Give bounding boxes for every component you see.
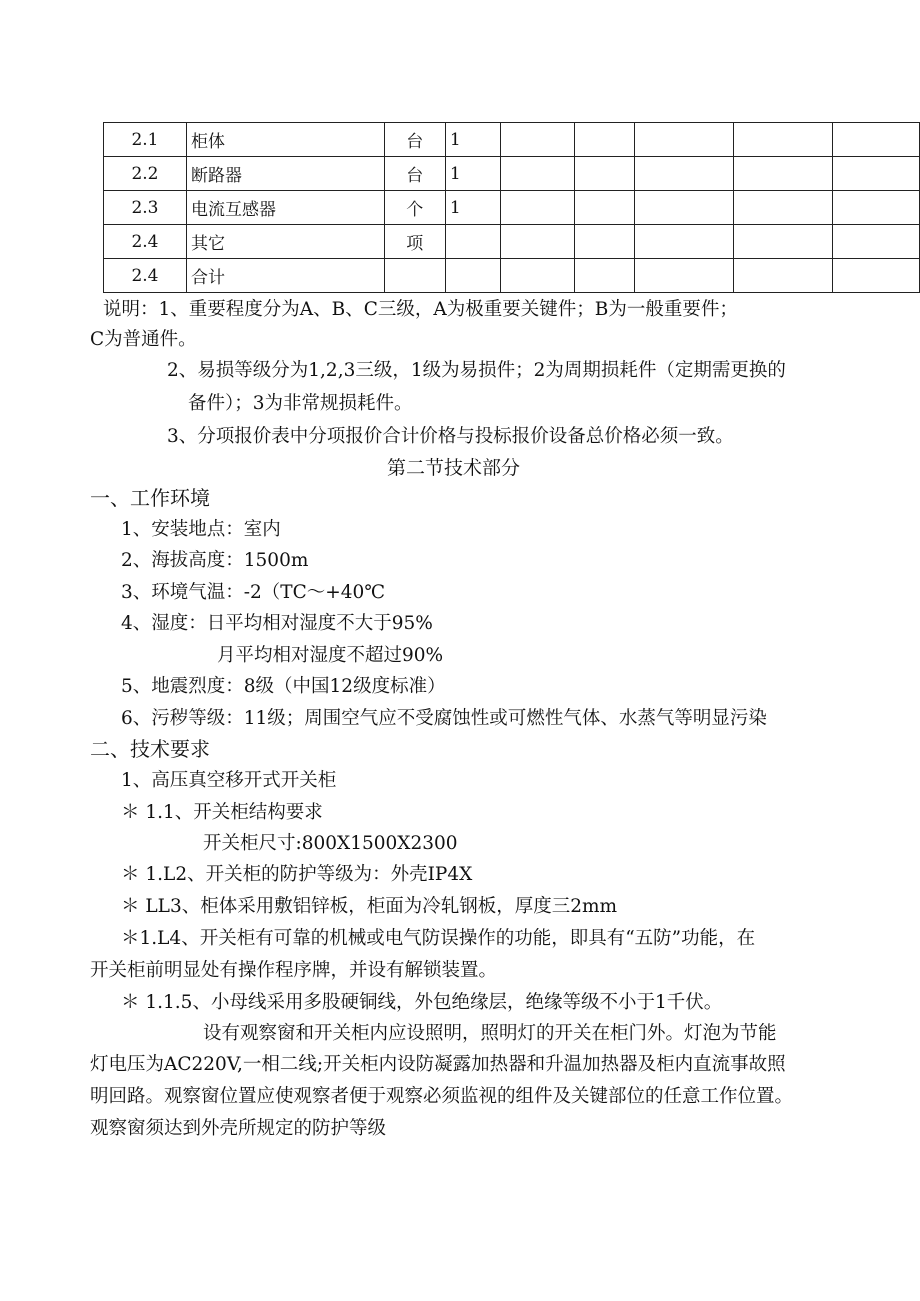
- table-row: [104, 225, 920, 259]
- cell-item-name: 合计: [186, 259, 384, 293]
- cell-empty: [832, 225, 919, 259]
- cell-empty: [574, 259, 634, 293]
- cell-unit: 台: [384, 157, 445, 191]
- env-item-altitude: 2、海拔高度：1500m: [121, 550, 309, 571]
- note-1-line-2: C为普通件。: [90, 329, 197, 350]
- cell-empty: [634, 123, 733, 157]
- cell-empty: [574, 123, 634, 157]
- env-item-location: 1、安装地点：室内: [121, 519, 281, 540]
- cell-quantity: [445, 259, 500, 293]
- table-body: [104, 123, 920, 293]
- table-row: [104, 123, 920, 157]
- tech-sub-1-4-line-2: 开关柜前明显处有操作程序牌，并设有解锁装置。: [90, 960, 498, 981]
- tech-paragraph-line-3: 明回路。观察窗位置应使观察者便于观察必须监视的组件及关键部位的任意工作位置。: [90, 1086, 794, 1107]
- cell-quantity: 1: [445, 123, 500, 157]
- tech-sub-1-2: ＊ 1.L2、开关柜的防护等级为：外壳IP4X: [121, 864, 473, 885]
- cell-item-no: 2.4: [104, 259, 187, 293]
- cell-empty: [832, 157, 919, 191]
- cell-quantity: [445, 225, 500, 259]
- cell-unit: 台: [384, 123, 445, 157]
- cell-empty: [501, 259, 575, 293]
- cell-item-no: 2.2: [104, 157, 187, 191]
- cell-empty: [574, 157, 634, 191]
- cell-empty: [501, 225, 575, 259]
- cell-item-no: 2.1: [104, 123, 187, 157]
- cell-empty: [733, 157, 832, 191]
- cell-empty: [832, 259, 919, 293]
- cell-item-no: 2.3: [104, 191, 187, 225]
- parts-price-table: [103, 122, 920, 293]
- cell-quantity: 1: [445, 191, 500, 225]
- cell-item-no: 2.4: [104, 225, 187, 259]
- cell-unit: 项: [384, 225, 445, 259]
- cell-empty: [634, 191, 733, 225]
- tech-sub-1-1-dimensions: 开关柜尺寸:800X1500X2300: [203, 833, 458, 854]
- tech-sub-1-5: ＊ 1.1.5、小母线采用多股硬铜线，外包绝缘层，绝缘等级不小于1千伏。: [121, 992, 723, 1013]
- tech-item-1: 1、高压真空移开式开关柜: [121, 770, 337, 791]
- note-2-line-2: 备件）；3为非常规损耗件。: [188, 393, 413, 414]
- cell-item-name: 断路器: [186, 157, 384, 191]
- cell-empty: [634, 259, 733, 293]
- section-title: 第二节技术部分: [387, 457, 521, 479]
- env-item-pollution: 6、污秽等级：11级；周围空气应不受腐蚀性或可燃性气体、水蒸气等明显污染: [121, 708, 767, 729]
- tech-paragraph-line-4: 观察窗须达到外壳所规定的防护等级: [90, 1118, 387, 1139]
- cell-quantity: 1: [445, 157, 500, 191]
- note-2-line-1: 2、易损等级分为1,2,3三级，1级为易损件；2为周期损耗件（定期需更换的: [167, 360, 786, 381]
- cell-unit: 个: [384, 191, 445, 225]
- table-row: [104, 191, 920, 225]
- env-item-temperature: 3、环境气温：-2（TC～+40℃: [121, 582, 386, 603]
- tech-paragraph-line-1: 设有观察窗和开关柜内应设照明，照明灯的开关在柜门外。灯泡为节能: [203, 1023, 777, 1044]
- env-item-seismic: 5、地震烈度：8级（中国12级度标准）: [121, 676, 446, 697]
- cell-empty: [832, 123, 919, 157]
- cell-empty: [501, 157, 575, 191]
- env-heading: 一、工作环境: [90, 486, 210, 510]
- cell-empty: [733, 225, 832, 259]
- cell-empty: [733, 191, 832, 225]
- tech-sub-1-4-line-1: ＊1.L4、开关柜有可靠的机械或电气防误操作的功能，即具有“五防”功能，在: [121, 928, 756, 949]
- tech-paragraph-line-2: 灯电压为AC220V,一相二线;开关柜内设防凝露加热器和升温加热器及柜内直流事故照: [90, 1054, 786, 1075]
- cell-empty: [634, 225, 733, 259]
- cell-empty: [634, 157, 733, 191]
- cell-empty: [832, 191, 919, 225]
- tech-sub-1-3: ＊ LL3、柜体采用敷铝锌板，柜面为冷轧钢板，厚度三2mm: [121, 896, 618, 917]
- cell-item-name: 电流互感器: [186, 191, 384, 225]
- cell-empty: [501, 123, 575, 157]
- tech-heading: 二、技术要求: [90, 737, 210, 761]
- note-3: 3、分项报价表中分项报价合计价格与投标报价设备总价格必须一致。: [167, 426, 734, 447]
- table-row: [104, 157, 920, 191]
- env-item-humidity: 4、湿度：日平均相对湿度不大于95%: [121, 613, 433, 634]
- table-row: [104, 259, 920, 293]
- cell-empty: [574, 191, 634, 225]
- cell-empty: [574, 225, 634, 259]
- cell-empty: [733, 123, 832, 157]
- cell-unit: [384, 259, 445, 293]
- cell-item-name: 柜体: [186, 123, 384, 157]
- env-item-humidity-monthly: 月平均相对湿度不超过90%: [217, 645, 444, 666]
- cell-empty: [501, 191, 575, 225]
- tech-sub-1-1: ＊ 1.1、开关柜结构要求: [121, 802, 323, 823]
- note-1-line-1: 说明：1、重要程度分为A、B、C三级，A为极重要关键件；B为一般重要件；: [103, 299, 738, 320]
- cell-empty: [733, 259, 832, 293]
- cell-item-name: 其它: [186, 225, 384, 259]
